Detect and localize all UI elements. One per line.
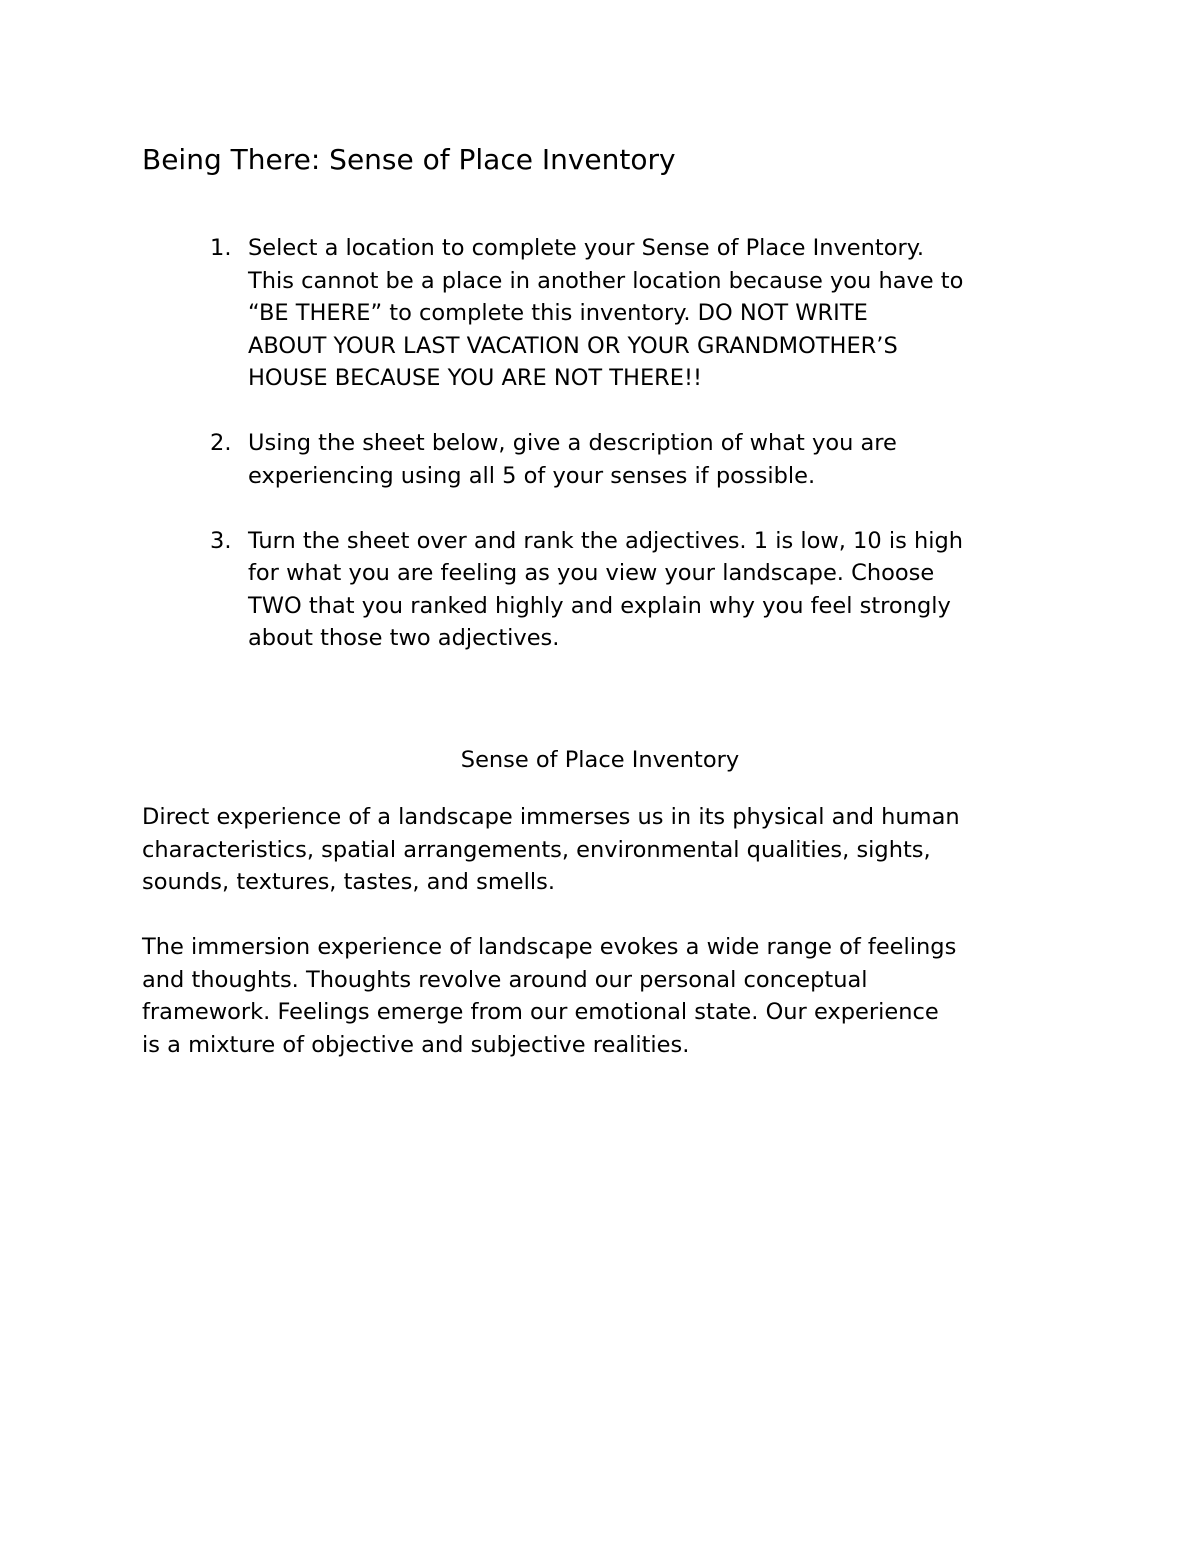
instruction-line: experiencing using all 5 of your senses if possible. bbox=[248, 462, 816, 489]
instruction-item bbox=[210, 427, 1070, 492]
instruction-number: 3. bbox=[210, 527, 232, 554]
instruction-line: Using the sheet below, give a description of what you are bbox=[248, 430, 897, 456]
page-title: Being There: Sense of Place Inventory bbox=[142, 143, 676, 176]
paragraph-line: characteristics, spatial arrangements, environmental qualities, sights, bbox=[142, 836, 931, 863]
paragraph-line: sounds, textures, tastes, and smells. bbox=[142, 869, 555, 895]
instruction-line: HOUSE BECAUSE YOU ARE NOT THERE!! bbox=[248, 365, 703, 391]
instruction-line: Select a location to complete your Sense of Place Inventory. bbox=[248, 235, 924, 261]
instruction-line: for what you are feeling as you view your landscape. Choose bbox=[248, 560, 935, 586]
paragraph-line: framework. Feelings emerge from our emotional state. Our experience bbox=[142, 999, 939, 1025]
body-paragraph bbox=[142, 801, 1102, 899]
instruction-item bbox=[210, 525, 1070, 655]
instruction-item bbox=[210, 232, 1070, 395]
instruction-number: 1. bbox=[210, 235, 232, 261]
paragraph-line: Direct experience of a landscape immerses us in its physical and human bbox=[142, 804, 960, 830]
instruction-number: 2. bbox=[210, 430, 232, 456]
paragraph-line: The immersion experience of landscape evokes a wide range of feelings bbox=[142, 934, 957, 960]
instruction-line: about those two adjectives. bbox=[248, 625, 560, 651]
section-heading: Sense of Place Inventory bbox=[460, 747, 740, 773]
instruction-line: This cannot be a place in another location because you have to bbox=[248, 267, 964, 294]
instruction-line: ABOUT YOUR LAST VACATION OR YOUR GRANDMOTHER’S bbox=[248, 332, 898, 359]
paragraph-line: is a mixture of objective and subjective realities. bbox=[142, 1031, 690, 1058]
instruction-line: “BE THERE” to complete this inventory. DO NOT WRITE bbox=[248, 300, 868, 326]
paragraph-line: and thoughts. Thoughts revolve around our personal conceptual bbox=[142, 966, 868, 993]
body-paragraph bbox=[142, 931, 1102, 1061]
instruction-line: Turn the sheet over and rank the adjectives. 1 is low, 10 is high bbox=[248, 527, 964, 554]
instruction-list bbox=[210, 232, 1070, 687]
instruction-line: TWO that you ranked highly and explain why you feel strongly bbox=[248, 592, 951, 619]
